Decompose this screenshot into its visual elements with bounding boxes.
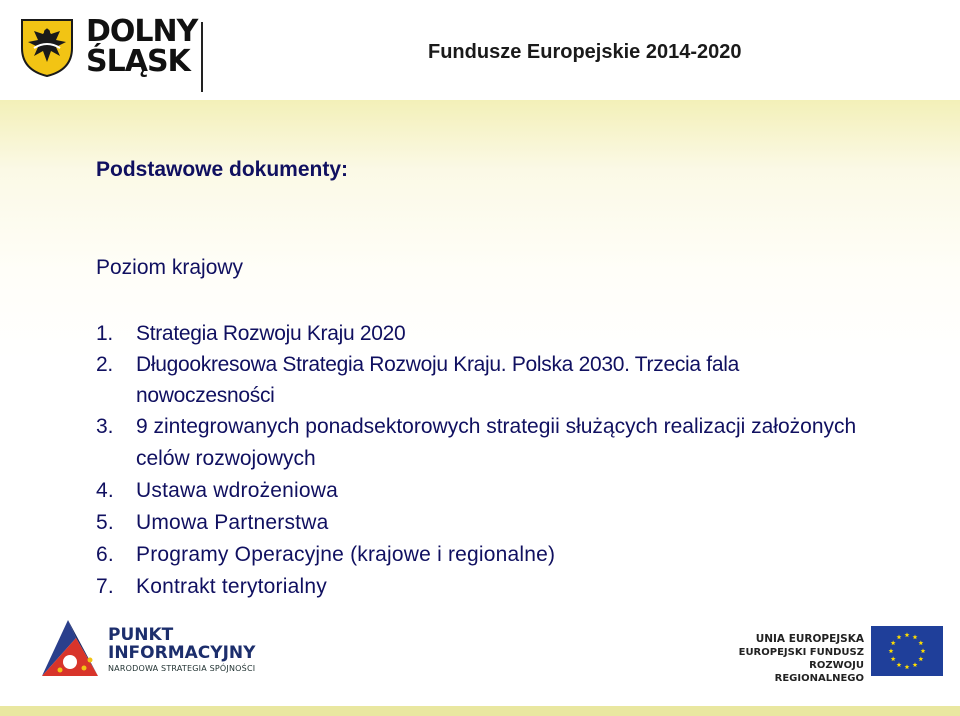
document-number: 3. (96, 415, 114, 438)
document-text: Strategia Rozwoju Kraju 2020 (136, 322, 406, 345)
logo-divider (201, 22, 203, 92)
subsection-title: Poziom krajowy (96, 256, 244, 279)
bottom-stripe (0, 706, 960, 716)
document-text: Programy Operacyjne (krajowe i regionalne) (136, 543, 556, 566)
document-number: 7. (96, 575, 114, 598)
region-logo-text (86, 14, 198, 79)
document-number: 2. (96, 353, 113, 376)
documents-list (96, 318, 876, 603)
logo-line-1: DOLNY (86, 14, 198, 49)
document-item-4 (96, 475, 876, 507)
header (0, 0, 960, 100)
document-number: 6. (96, 543, 114, 566)
eu-flag-icon (871, 626, 943, 676)
punkt-informacyjny-logo (38, 616, 256, 688)
document-item-6 (96, 539, 876, 571)
eu-line-3: ROZWOJU REGIONALNEGO (774, 660, 864, 684)
document-text: Kontrakt terytorialny (136, 575, 327, 598)
document-text: Umowa Partnerstwa (136, 511, 329, 534)
coat-of-arms-eagle-icon (20, 18, 74, 78)
document-item-1 (96, 318, 876, 349)
information-point-star-icon (38, 618, 102, 682)
pi-line-3: NARODOWA STRATEGIA SPÓJNOŚCI (108, 664, 256, 673)
pi-line-1: PUNKT (108, 625, 174, 645)
document-item-2 (96, 349, 876, 411)
document-item-3 (96, 411, 876, 475)
document-number: 1. (96, 322, 113, 345)
information-point-text (108, 626, 255, 676)
eu-line-2: EUROPEJSKI FUNDUSZ (738, 647, 864, 658)
eu-line-1: UNIA EUROPEJSKA (755, 633, 864, 645)
header-title: Fundusze Europejskie 2014-2020 (428, 41, 742, 63)
document-text: Ustawa wdrożeniowa (136, 479, 339, 502)
document-text: 9 zintegrowanych ponadsektorowych strategii służących realizacji założonych celów rozwojowych (136, 415, 857, 470)
eu-fund-logo (730, 620, 946, 684)
eu-fund-text (730, 632, 864, 685)
section-title: Podstawowe dokumenty: (96, 158, 349, 181)
document-item-7 (96, 571, 876, 603)
logo-line-2: ŚLĄSK (86, 44, 190, 79)
document-item-5 (96, 507, 876, 539)
pi-line-2: INFORMACYJNY (108, 643, 256, 663)
document-text: Długookresowa Strategia Rozwoju Kraju. Polska 2030. Trzecia fala nowoczesności (136, 353, 739, 407)
document-number: 4. (96, 479, 114, 502)
document-number: 5. (96, 511, 114, 534)
